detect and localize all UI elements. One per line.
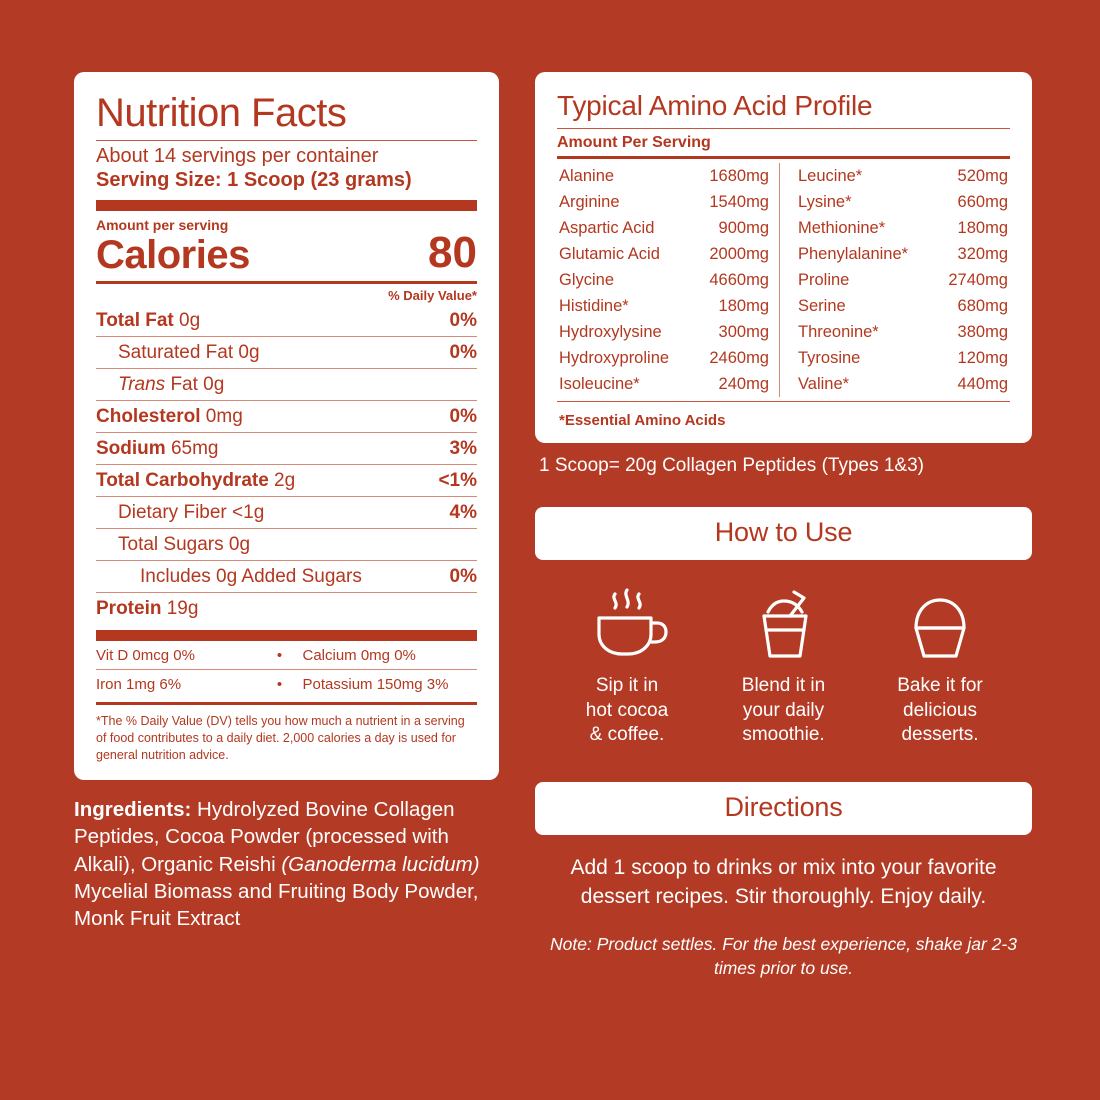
micronutrient-right: Calcium 0mg 0%: [302, 647, 416, 665]
separator-dot: •: [276, 647, 283, 665]
amino-acid-amount: 180mg: [718, 296, 769, 315]
nutrient-daily-value: 0%: [449, 342, 477, 364]
ingredients-latin-name: (Ganoderma lucidum): [281, 852, 480, 876]
amino-acid-name: Valine*: [798, 374, 850, 393]
amino-acid-name: Alanine: [559, 166, 615, 185]
nutrient-daily-value: 4%: [449, 502, 477, 524]
how-to-use-item-blend: [714, 584, 854, 748]
how-to-use-title: How to Use: [535, 507, 1032, 560]
amino-acid-row: [798, 345, 1008, 371]
amino-acid-name: Phenylalanine*: [798, 244, 909, 263]
amino-acid-name: Lysine*: [798, 192, 852, 211]
nutrient-row: [96, 496, 477, 528]
divider: [557, 156, 1010, 159]
nutrient-amount: Fat 0g: [165, 374, 225, 396]
nutrient-name: Total Sugars 0g: [118, 534, 251, 556]
ingredients-text-1: Hydrolyzed Bovine Collagen Peptides, Cocoa Powder (processed with Alkali), Organic Reishi: [74, 798, 455, 876]
amino-acid-amount: 1680mg: [709, 166, 769, 185]
nutrient-name: Dietary Fiber <1g: [118, 502, 265, 524]
serving-size: Serving Size: 1 Scoop (23 grams): [96, 169, 412, 191]
nutrient-name: Trans Fat 0g: [118, 374, 225, 396]
amino-acid-name: Threonine*: [798, 322, 879, 341]
nutrient-row: [96, 432, 477, 464]
amino-acid-amount: 320mg: [957, 244, 1008, 263]
directions-note: Note: Product settles. For the best experience, shake jar 2-3 times prior to use.: [550, 933, 1017, 979]
micronutrient-right: Potassium 150mg 3%: [302, 676, 449, 694]
ingredients-block: [74, 796, 499, 932]
amino-acid-row: [798, 371, 1008, 397]
nutrient-amount: 0g: [173, 310, 201, 332]
daily-value-footnote: *The % Daily Value (DV) tells you how much a nutrient in a serving of food contributes to a daily diet. 2,000 calories a day is used for general nutrition advice.: [96, 702, 477, 764]
how-to-use-items: [535, 584, 1032, 748]
nutrient-row: [96, 592, 477, 624]
nutrient-row: [96, 400, 477, 432]
how-to-use-section: [535, 507, 1032, 748]
page-title: Nutrition Facts: [96, 91, 347, 135]
amino-acid-row: [559, 215, 769, 241]
nutrient-rows: [96, 305, 477, 624]
amino-acid-row: [559, 267, 769, 293]
nutrient-name: Cholesterol 0mg: [96, 406, 243, 428]
thick-divider-bottom: [96, 630, 477, 641]
amino-amount-per-serving-label: Amount Per Serving: [557, 134, 711, 151]
amino-acid-name: Arginine: [559, 192, 620, 211]
amino-acid-title: Typical Amino Acid Profile: [557, 90, 873, 121]
amino-acid-amount: 2460mg: [709, 348, 769, 367]
amino-acid-amount: 660mg: [957, 192, 1008, 211]
micronutrient-left: Vit D 0mcg 0%: [96, 647, 195, 665]
amino-column-left: [557, 163, 780, 397]
how-to-use-caption-bake: Bake it for delicious desserts.: [897, 675, 983, 746]
amino-acid-row: [559, 319, 769, 345]
amino-acid-panel: [535, 72, 1032, 443]
amino-acid-row: [798, 241, 1008, 267]
nutrient-name: Total Fat 0g: [96, 310, 201, 332]
nutrient-daily-value: 0%: [449, 406, 477, 428]
amino-acid-name: Glycine: [559, 270, 615, 289]
amino-acid-row: [559, 371, 769, 397]
how-to-use-caption-sip: Sip it in hot cocoa & coffee.: [585, 675, 669, 746]
amino-acid-name: Aspartic Acid: [559, 218, 655, 237]
cupcake-icon: [870, 584, 1010, 662]
micronutrient-left: Iron 1mg 6%: [96, 676, 182, 694]
amino-acid-row: [559, 241, 769, 267]
ingredients-label: Ingredients:: [74, 798, 192, 822]
nutrient-name: Saturated Fat 0g: [118, 342, 260, 364]
amino-acid-amount: 520mg: [957, 166, 1008, 185]
amino-acid-row: [559, 345, 769, 371]
calories-value: 80: [428, 228, 477, 277]
nutrient-daily-value: 0%: [449, 310, 477, 332]
how-to-use-caption-blend: Blend it in your daily smoothie.: [741, 675, 826, 746]
calories-row: [96, 229, 477, 277]
nutrient-name: Includes 0g Added Sugars: [140, 566, 362, 588]
daily-value-header: % Daily Value*: [388, 288, 477, 304]
amino-column-right: [780, 163, 1010, 397]
how-to-use-item-bake: [870, 584, 1010, 748]
amino-acid-row: [798, 319, 1008, 345]
amino-acid-name: Glutamic Acid: [559, 244, 660, 263]
micronutrient-rows: [96, 641, 477, 698]
nutrient-row: [96, 560, 477, 592]
smoothie-cup-icon: [714, 584, 854, 662]
amino-acid-amount: 300mg: [718, 322, 769, 341]
amino-columns: [557, 163, 1010, 397]
amino-acid-name: Hydroxyproline: [559, 348, 670, 367]
amino-acid-amount: 240mg: [718, 374, 769, 393]
micronutrient-row: [96, 641, 477, 669]
amino-acid-amount: 2740mg: [948, 270, 1008, 289]
right-column: [535, 72, 1032, 1028]
nutrient-amount: 0g: [223, 534, 251, 556]
nutrient-amount: 2g: [268, 470, 296, 492]
amino-acid-amount: 380mg: [957, 322, 1008, 341]
directions-section: [535, 782, 1032, 981]
directions-body: Add 1 scoop to drinks or mix into your favorite dessert recipes. Stir thoroughly. Enjoy daily.: [570, 856, 997, 909]
ingredients-text-2: Mycelial Biomass and Fruiting Body Powder, Monk Fruit Extract: [74, 879, 479, 931]
amino-acid-name: Histidine*: [559, 296, 629, 315]
nutrient-row: [96, 528, 477, 560]
nutrient-daily-value: 0%: [449, 566, 477, 588]
amino-acid-amount: 120mg: [957, 348, 1008, 367]
amino-acid-row: [559, 163, 769, 189]
nutrient-amount: 0mg: [200, 406, 243, 428]
nutrient-row: [96, 305, 477, 336]
amino-acid-row: [798, 267, 1008, 293]
amino-acid-name: Isoleucine*: [559, 374, 640, 393]
amino-acid-amount: 180mg: [957, 218, 1008, 237]
nutrient-name: Protein 19g: [96, 598, 199, 620]
nutrient-amount: 0g: [233, 342, 260, 364]
nutrient-name: Total Carbohydrate 2g: [96, 470, 296, 492]
directions-title: Directions: [535, 782, 1032, 835]
amino-acid-row: [798, 163, 1008, 189]
amino-acid-name: Tyrosine: [798, 348, 861, 367]
nutrient-daily-value: <1%: [438, 470, 477, 492]
calories-label: Calories: [96, 233, 250, 278]
amount-per-serving-label: Amount per serving: [96, 217, 229, 233]
nutrient-daily-value: 3%: [449, 438, 477, 460]
nutrient-amount: 65mg: [165, 438, 219, 460]
amino-acid-amount: 2000mg: [709, 244, 769, 263]
scoop-note: 1 Scoop= 20g Collagen Peptides (Types 1&3): [539, 455, 925, 476]
amino-acid-name: Serine: [798, 296, 846, 315]
divider: [557, 128, 1010, 129]
amino-acid-row: [798, 215, 1008, 241]
left-column: [74, 72, 499, 1028]
separator-dot: •: [276, 676, 283, 694]
nutrient-amount: 19g: [161, 598, 199, 620]
amino-acid-row: [559, 189, 769, 215]
amino-acid-amount: 4660mg: [709, 270, 769, 289]
nutrition-facts-panel: [74, 72, 499, 780]
amino-acid-row: [798, 293, 1008, 319]
divider: [96, 140, 477, 141]
essential-amino-footnote: *Essential Amino Acids: [559, 412, 726, 429]
amino-acid-name: Hydroxylysine: [559, 322, 662, 341]
amino-acid-name: Proline: [798, 270, 850, 289]
amino-acid-row: [559, 293, 769, 319]
nutrient-row: [96, 368, 477, 400]
divider: [557, 401, 1010, 402]
nutrient-amount: <1g: [226, 502, 265, 524]
nutrient-row: [96, 464, 477, 496]
amino-acid-amount: 680mg: [957, 296, 1008, 315]
amino-acid-name: Methionine*: [798, 218, 886, 237]
how-to-use-item-sip: [557, 584, 697, 748]
amino-acid-name: Leucine*: [798, 166, 863, 185]
servings-per-container: About 14 servings per container: [96, 145, 379, 167]
amino-acid-row: [798, 189, 1008, 215]
amino-acid-amount: 1540mg: [709, 192, 769, 211]
nutrient-name: Sodium 65mg: [96, 438, 219, 460]
micronutrient-row: [96, 669, 477, 698]
divider: [96, 281, 477, 284]
coffee-cup-icon: [557, 584, 697, 662]
thick-divider-top: [96, 200, 477, 211]
amino-acid-amount: 900mg: [718, 218, 769, 237]
amino-acid-amount: 440mg: [957, 374, 1008, 393]
nutrient-row: [96, 336, 477, 368]
